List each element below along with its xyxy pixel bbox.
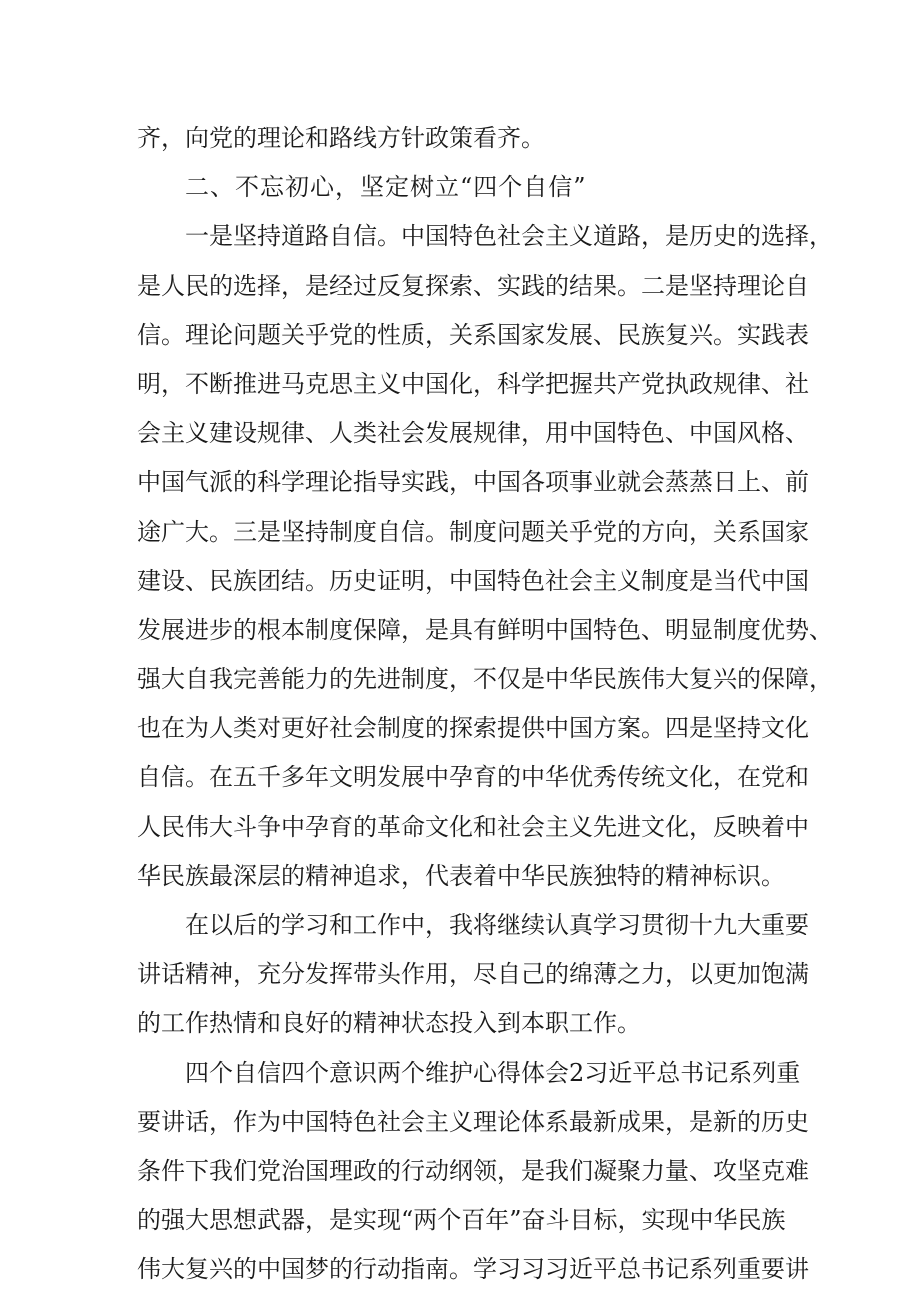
paragraph-line: 华民族最深层的精神追求，代表着中华民族独特的精神标识。 bbox=[137, 861, 785, 890]
paragraph-line: 是人民的选择，是经过反复探索、实践的结果。二是坚持理论自 bbox=[137, 271, 809, 300]
paragraph-line: 条件下我们党治国理政的行动纲领，是我们凝聚力量、攻坚克难 bbox=[137, 1156, 809, 1185]
document-body bbox=[137, 114, 833, 1295]
paragraph-line: 自信。在五千多年文明发展中孕育的中华优秀传统文化，在党和 bbox=[137, 763, 809, 792]
paragraph-line: 发展进步的根本制度保障，是具有鲜明中国特色、明显制度优势、 bbox=[137, 615, 833, 644]
paragraph-line: 伟大复兴的中国梦的行动指南。学习习习近平总书记系列重要讲 bbox=[137, 1255, 809, 1284]
paragraph-line: 途广大。三是坚持制度自信。制度问题关乎党的方向，关系国家 bbox=[137, 517, 809, 546]
paragraph-line: 一是坚持道路自信。中国特色社会主义道路，是历史的选择， bbox=[185, 222, 833, 251]
paragraph-line: 会主义建设规律、人类社会发展规律，用中国特色、中国风格、 bbox=[137, 419, 809, 448]
paragraph-line: 的强大思想武器，是实现“两个百年”奋斗目标，实现中华民族 bbox=[137, 1206, 786, 1235]
paragraph-line: 人民伟大斗争中孕育的革命文化和社会主义先进文化，反映着中 bbox=[137, 812, 809, 841]
paragraph-line: 也在为人类对更好社会制度的探索提供中国方案。四是坚持文化 bbox=[137, 714, 809, 743]
paragraph-line: 强大自我完善能力的先进制度，不仅是中华民族伟大复兴的保障， bbox=[137, 665, 833, 694]
paragraph-line: 的工作热情和良好的精神状态投入到本职工作。 bbox=[137, 1009, 641, 1038]
paragraph-line: 齐，向党的理论和路线方针政策看齐。 bbox=[137, 124, 545, 152]
paragraph-line: 明，不断推进马克思主义中国化，科学把握共产党执政规律、社 bbox=[137, 369, 809, 398]
paragraph-line: 建设、民族团结。历史证明，中国特色社会主义制度是当代中国 bbox=[137, 566, 809, 595]
paragraph-line: 要讲话，作为中国特色社会主义理论体系最新成果，是新的历史 bbox=[137, 1107, 809, 1136]
paragraph-line: 在以后的学习和工作中，我将继续认真学习贯彻十九大重要 bbox=[185, 911, 809, 939]
paragraph-line: 信。理论问题关乎党的性质，关系国家发展、民族复兴。实践表 bbox=[137, 320, 809, 349]
paragraph-line: 中国气派的科学理论指导实践，中国各项事业就会蒸蒸日上、前 bbox=[137, 468, 809, 497]
paragraph-line: 讲话精神，充分发挥带头作用，尽自己的绵薄之力，以更加饱满 bbox=[137, 960, 809, 989]
section-heading: 二、不忘初心，坚定树立“四个自信” bbox=[185, 173, 587, 202]
paragraph-line: 四个自信四个意识两个维护心得体会2习近平总书记系列重 bbox=[185, 1058, 801, 1087]
